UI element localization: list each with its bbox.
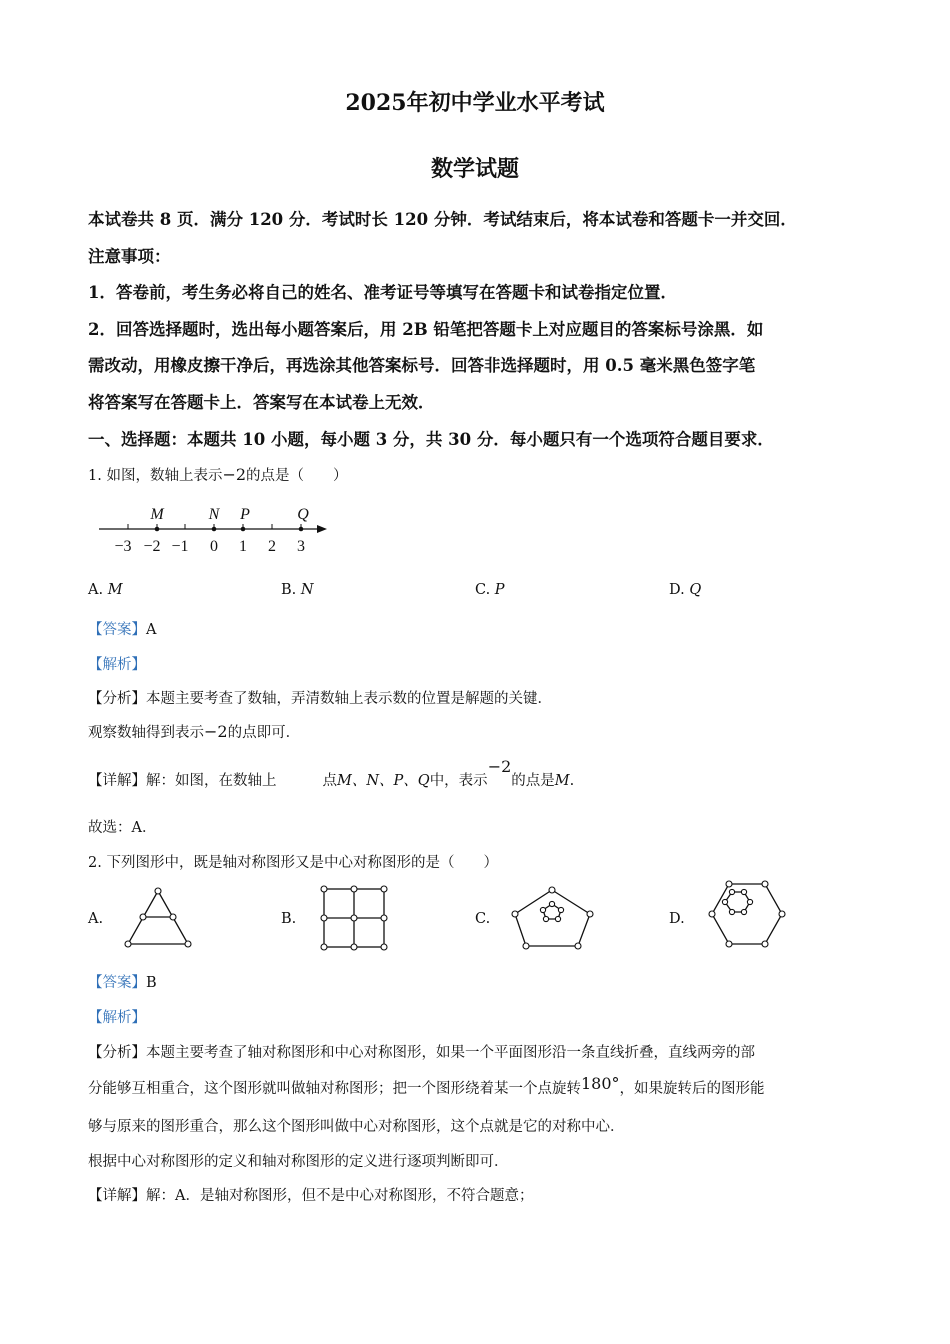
figure-grid-square xyxy=(319,885,391,951)
point-q xyxy=(299,527,304,532)
point-label: N xyxy=(208,506,220,523)
section-heading: 一、选择题：本题共 10 小题，每小题 3 分，共 30 分．每小题只有一个选项符合题目要求． xyxy=(88,430,774,449)
tick-label: 3 xyxy=(297,538,305,555)
q2-option-c[interactable]: C. xyxy=(475,911,491,927)
q2-analysis-line-2: 分能够互相重合，这个图形就叫做轴对称图形；把一个图形绕着某一个点旋转180°，如果旋转后的图形能 xyxy=(88,1074,765,1097)
q2-option-a[interactable]: A. xyxy=(88,911,104,927)
tick-label: −1 xyxy=(171,538,189,555)
number-line-arrow xyxy=(317,525,327,533)
point-p xyxy=(241,527,246,532)
notice-item-2-line-2: 需改动，用橡皮擦干净后，再选涂其他答案标号．回答非选择题时，用 0.5 毫米黑色签字笔 xyxy=(88,356,756,375)
q1-answer: 【答案】A xyxy=(88,622,157,638)
tick-label: 1 xyxy=(239,538,247,555)
tick-label: −2 xyxy=(143,538,161,555)
page-title: 2025年初中学业水平考试 xyxy=(345,90,605,116)
point-label: Q xyxy=(297,506,309,523)
q1-stem: 1. 如图，数轴上表示−2的点是（ ） xyxy=(88,465,348,484)
q1-choose: 故选：A． xyxy=(88,820,157,836)
notice-item-2-line-1: 2．回答选择题时，选出每小题答案后，用 2B 铅笔把答题卡上对应题目的答案标号涂黑．如 xyxy=(88,320,764,339)
notice-item-2-line-3: 将答案写在答题卡上．答案写在本试卷上无效． xyxy=(88,393,435,412)
notice-title: 注意事项： xyxy=(88,247,171,266)
figure-triangle xyxy=(123,886,195,950)
q2-option-b[interactable]: B. xyxy=(281,911,297,927)
q2-jiexi: 【解析】 xyxy=(88,1010,146,1026)
figure-hexagon xyxy=(704,878,788,950)
q1-option-d[interactable]: D. Q xyxy=(669,582,702,598)
page-subtitle: 数学试题 xyxy=(430,156,519,182)
notice-item-1: 1．答卷前，考生务必将自己的姓名、准考证号等填写在答题卡和试卷指定位置． xyxy=(88,283,677,302)
intro-line: 本试卷共 8 页．满分 120 分．考试时长 120 分钟．考试结束后，将本试卷和答题卡一并交回． xyxy=(88,210,797,229)
q1-option-a[interactable]: A. M xyxy=(88,582,123,598)
q2-analysis-line-3: 够与原来的图形重合，那么这个图形叫做中心对称图形，这个点就是它的对称中心． xyxy=(88,1119,625,1135)
q2-analysis-line-4: 根据中心对称图形的定义和轴对称图形的定义进行逐项判断即可． xyxy=(88,1154,509,1170)
tick-label: 2 xyxy=(268,538,276,555)
q1-option-c[interactable]: C. P xyxy=(475,582,505,598)
q2-detail: 【详解】解：A．是轴对称图形，但不是中心对称图形，不符合题意； xyxy=(88,1188,534,1204)
q1-observation: 观察数轴得到表示−2的点即可． xyxy=(88,722,301,741)
point-m xyxy=(155,527,160,532)
q1-jiexi: 【解析】 xyxy=(88,657,146,673)
number-line-figure xyxy=(95,500,335,558)
q1-option-b[interactable]: B. N xyxy=(281,582,314,598)
point-label: M xyxy=(150,506,164,523)
figure-pentagon xyxy=(510,884,596,952)
q1-analysis: 【分析】本题主要考查了数轴，弄清数轴上表示数的位置是解题的关键． xyxy=(88,691,552,707)
q2-answer: 【答案】B xyxy=(88,975,157,991)
tick-label: −3 xyxy=(114,538,132,555)
tick-label: 0 xyxy=(210,538,218,555)
point-n xyxy=(212,527,217,532)
q2-option-d[interactable]: D. xyxy=(669,911,685,927)
point-label: P xyxy=(240,506,250,523)
q2-analysis-line-1: 【分析】本题主要考查了轴对称图形和中心对称图形，如果一个平面图形沿一条直线折叠，直线两旁的部 xyxy=(88,1045,755,1061)
q1-detail: 【详解】解：如图，在数轴上 点M、N、P、Q中，表示−2的点是M. xyxy=(88,757,575,789)
q2-stem: 2. 下列图形中，既是轴对称图形又是中心对称图形的是（ ） xyxy=(88,855,498,871)
